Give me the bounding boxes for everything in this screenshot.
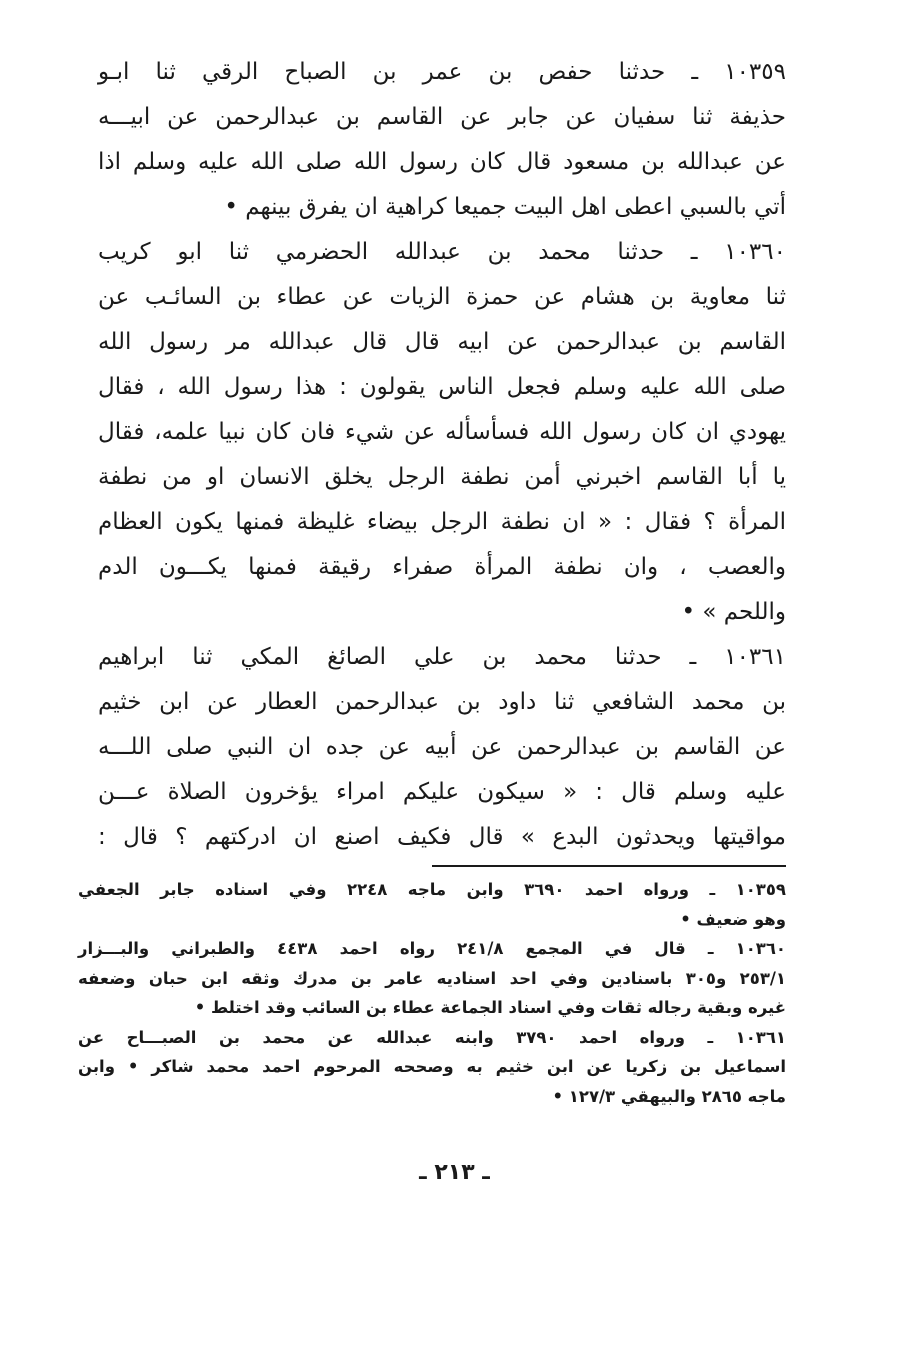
text-line: ١٠٣٦١ ـ حدثنا محمد بن علي الصائغ المكي ثنا ابراهيم bbox=[98, 644, 786, 670]
text-line: ثنا معاوية بن هشام عن حمزة الزيات عن عطاء بن السائـب عن bbox=[98, 284, 786, 310]
text-line: القاسم بن عبدالرحمن عن ابيه قال قال عبدالله مر رسول الله bbox=[98, 329, 786, 355]
text-line: ١٠٣٥٩ ـ حدثنا حفص بن عمر بن الصباح الرقي ثنا ابـو bbox=[98, 59, 786, 85]
footnote-line: اسماعيل بن زكريا عن ابن خثيم به وصححه المرحوم احمد محمد شاكر • وابن bbox=[78, 1057, 786, 1076]
text-line: أتي بالسبي اعطى اهل البيت جميعا كراهية ان يفرق بينهم • bbox=[224, 194, 786, 220]
footnote-line: ماجه ٢٨٦٥ والبيهقي ١٢٧/٣ • bbox=[552, 1086, 786, 1106]
text-line: والعصب ، وان نطفة المرأة صفراء رقيقة فمنها يكـــون الدم bbox=[98, 554, 786, 580]
text-line: يهودي ان كان رسول الله فسأسأله عن شيء فان كان نبيا علمه، فقال bbox=[98, 419, 786, 445]
text-line: عليه وسلم قال : « سيكون عليكم امراء يؤخرون الصلاة عـــن bbox=[98, 779, 786, 805]
text-line: حذيفة ثنا سفيان عن جابر عن القاسم بن عبدالرحمن عن ابيـــه bbox=[98, 104, 786, 130]
footnote-divider bbox=[432, 865, 786, 867]
footnote-line: ١٠٣٦٠ ـ قال في المجمع ٢٤١/٨ رواه احمد ٤٤٣٨ والطبراني والبـــزار bbox=[78, 939, 786, 958]
hadith-text-block bbox=[98, 50, 786, 860]
footnotes-block bbox=[78, 875, 786, 1111]
footnote-line: ٢٥٣/١ و٣٠٥ باسنادين وفي احد اسناديه عامر بن مدرك وثقه ابن حبان وضعفه bbox=[78, 968, 786, 988]
text-line: المرأة ؟ فقال : « ان نطفة الرجل بيضاء غليظة فمنها يكون العظام bbox=[98, 509, 786, 535]
text-line: ١٠٣٦٠ ـ حدثنا محمد بن عبدالله الحضرمي ثنا ابو كريب bbox=[98, 239, 786, 265]
text-line: عن القاسم بن عبدالرحمن عن أبيه عن جده ان النبي صلى اللـــه bbox=[98, 734, 786, 760]
text-line: يا أبا القاسم اخبرني أمن نطفة الرجل يخلق الانسان او من نطفة bbox=[98, 464, 786, 490]
footnote-line: غيره وبقية رجاله ثقات وفي اسناد الجماعة عطاء بن السائب وقد اختلط • bbox=[194, 998, 786, 1017]
footnote-line: وهو ضعيف • bbox=[680, 909, 786, 929]
text-line: بن محمد الشافعي ثنا داود بن عبدالرحمن العطار عن ابن خثيم bbox=[98, 689, 786, 715]
page-number: ـ ٢١٣ ـ bbox=[419, 1160, 490, 1185]
text-line: صلى الله عليه وسلم فجعل الناس يقولون : هذا رسول الله ، فقال bbox=[98, 374, 786, 400]
text-line: عن عبدالله بن مسعود قال كان رسول الله صلى الله عليه وسلم اذا bbox=[98, 149, 786, 175]
footnote-line: ١٠٣٦١ ـ ورواه احمد ٣٧٩٠ وابنه عبدالله عن محمد بن الصبـــاح عن bbox=[78, 1027, 786, 1047]
text-line: واللحم » • bbox=[681, 599, 786, 625]
footnote-line: ١٠٣٥٩ ـ ورواه احمد ٣٦٩٠ وابن ماجه ٢٢٤٨ وفي اسناده جابر الجعفي bbox=[78, 880, 786, 899]
text-line: مواقيتها ويحدثون البدع » قال فكيف اصنع ان ادركتهم ؟ قال : bbox=[98, 824, 786, 850]
